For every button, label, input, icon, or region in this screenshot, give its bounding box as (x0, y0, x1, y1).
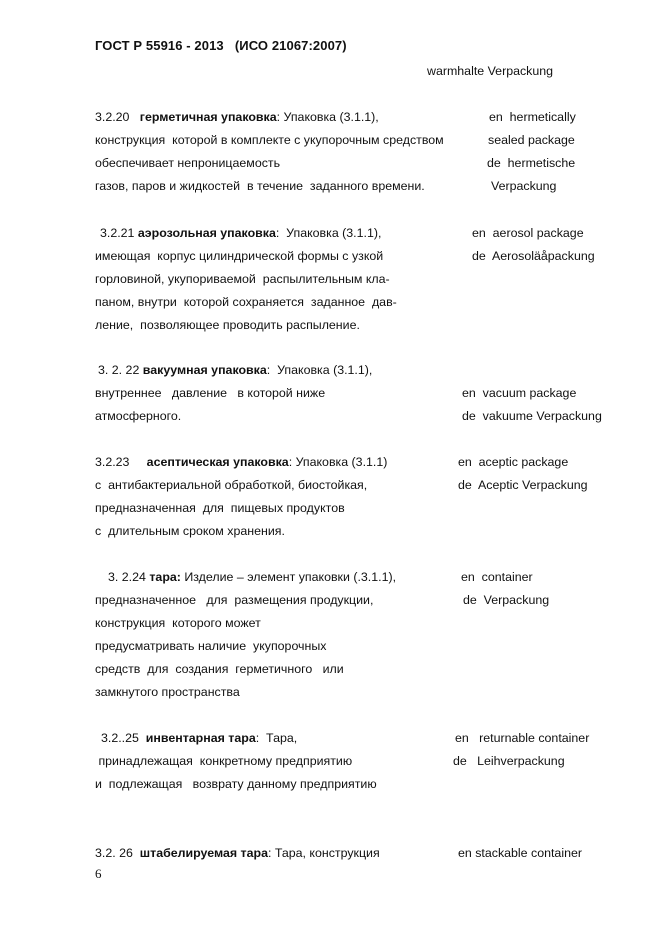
page-number: 6 (95, 866, 102, 881)
entry-definition-line: с длительным сроком хранения. (95, 524, 285, 538)
entry-definition-line: : Упаковка (3.1.1), (276, 110, 379, 124)
entry-number: 3.2. 26 (95, 846, 133, 860)
entry-definition-line: : Тара, конструкция (267, 846, 380, 860)
foreign-equivalent: en aceptic package (458, 455, 569, 469)
entry-definition-line: с антибактериальной обработкой, биостойкая, (95, 478, 368, 492)
foreign-equivalent: de hermetische (487, 156, 576, 170)
entry-definition-line: : Тара, (255, 731, 298, 745)
foreign-equivalent: en container (461, 570, 533, 584)
document-header: ГОСТ Р 55916 - 2013 (ИСО 21067:2007) (95, 38, 347, 53)
foreign-equivalent: en hermetically (489, 110, 576, 124)
entry-heading (100, 226, 381, 241)
foreign-equivalent: de Leihverpackung (453, 754, 565, 768)
entry-definition-line: : Упаковка (3.1.1) (288, 455, 388, 469)
entry-definition-line: конструкция которой в комплекте с укупорочным средством (95, 133, 444, 147)
entry-heading (98, 363, 372, 378)
entry-number: 3.2.23 (95, 455, 130, 469)
entry-number: 3.2..25 (101, 731, 139, 745)
entry-definition-line: замкнутого пространства (95, 685, 240, 699)
entry-definition-line: ление, позволяющее проводить распыление. (95, 318, 360, 332)
entry-definition-line: предназначенная для пищевых продуктов (95, 501, 345, 515)
foreign-equivalent: Verpackung (491, 179, 557, 193)
entry-heading (95, 846, 380, 861)
entry-definition-line: имеющая корпус цилиндрической формы с узкой (95, 249, 384, 263)
entry-heading (95, 110, 379, 125)
entry-number: 3.2.20 (95, 110, 130, 124)
entry-definition-line: : Упаковка (3.1.1), (266, 363, 373, 377)
entry-definition-line: паном, внутри которой сохраняется заданное дав- (95, 295, 397, 309)
entry-definition-line: предусматривать наличие укупорочных (95, 639, 327, 653)
foreign-equivalent: sealed package (488, 133, 575, 147)
carryover-term: warmhalte Verpackung (427, 64, 554, 78)
entry-heading (95, 455, 387, 470)
entry-definition-line: обеспечивает непроницаемость (95, 156, 281, 170)
entry-term: тара: (149, 570, 181, 584)
foreign-equivalent: de vakuume Verpackung (462, 409, 602, 423)
entry-number: 3. 2. 22 (98, 363, 140, 377)
foreign-equivalent: de Aceptic Verpackung (458, 478, 588, 492)
entry-term: аэрозольная упаковка (137, 226, 276, 240)
entry-heading (101, 731, 297, 746)
entry-definition-line: газов, паров и жидкостей в течение заданного времени. (95, 179, 425, 193)
entry-definition-line: принадлежащая конкретному предприятию (95, 754, 353, 768)
foreign-equivalent: de Aerosoläåpackung (472, 249, 595, 263)
foreign-equivalent: en stackable container (458, 846, 582, 860)
foreign-equivalent: de Verpackung (463, 593, 550, 607)
foreign-equivalent: en aerosol package (472, 226, 584, 240)
entry-term: герметичная упаковка (139, 110, 277, 124)
entry-definition-line: конструкция которого может (95, 616, 261, 630)
entry-term: асептическая упаковка (146, 455, 289, 469)
entry-definition-line: предназначенное для размещения продукции, (95, 593, 374, 607)
entry-number: 3.2.21 (100, 226, 135, 240)
entry-definition-line: средств для создания герметичного или (95, 662, 344, 676)
entry-term: вакуумная упаковка (142, 363, 267, 377)
entry-term: инвентарная тара (145, 731, 256, 745)
entry-definition-line: и подлежащая возврату данному предприятию (95, 777, 377, 791)
entry-definition-line: внутреннее давление в которой ниже (95, 386, 326, 400)
entry-definition-line: : Упаковка (3.1.1), (275, 226, 382, 240)
entry-definition-line: горловиной, укупориваемой распылительным кла- (95, 272, 390, 286)
foreign-equivalent: en returnable container (455, 731, 590, 745)
entry-number: 3. 2.24 (108, 570, 146, 584)
entry-term: штабелируемая тара (139, 846, 268, 860)
foreign-equivalent: en vacuum package (462, 386, 577, 400)
entry-heading (108, 570, 396, 585)
entry-definition-line: атмосферного. (95, 409, 182, 423)
entry-definition-line: Изделие – элемент упаковки (.3.1.1), (180, 570, 397, 584)
